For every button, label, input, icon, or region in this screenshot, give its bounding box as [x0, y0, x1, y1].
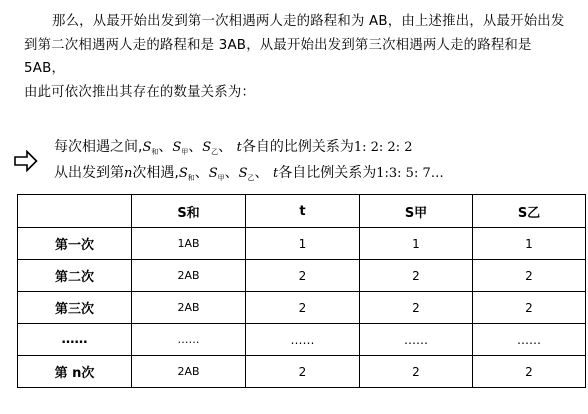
s-he-symbol: $S_和$ — [178, 166, 195, 182]
table-header-cell: t — [246, 195, 360, 228]
table-cell: 2 — [473, 356, 586, 388]
table-cell: 2AB — [132, 356, 246, 388]
summary-line-cumulative: 从出发到第n次相遇$,S_和$、$S_甲$、$S_乙$、 t各自比例关系为1:3: 5: 7… — [54, 165, 444, 182]
table-cell: …… — [360, 324, 473, 356]
table-row — [18, 292, 586, 324]
intro-line-1: 那么，从最开始出发到第一次相遇两人走的路程和为 AB，由上述推出，从最开始出发 — [52, 14, 565, 29]
right-arrow-icon — [14, 150, 38, 172]
ratio-summary — [54, 134, 444, 186]
row-label: 第 n次 — [18, 356, 132, 388]
row-label: …… — [18, 324, 132, 356]
table-cell: 2 — [246, 260, 360, 292]
t-symbol: t — [236, 140, 242, 155]
table-cell: 2 — [360, 356, 473, 388]
table-cell: …… — [132, 324, 246, 356]
s-yi-symbol: $S_乙$ — [202, 140, 219, 156]
table-header-cell: S乙 — [473, 195, 586, 228]
ratio-cumulative: 1:3: 5: 7… — [376, 166, 444, 181]
table-header-cell: S和 — [132, 195, 246, 228]
row-label: 第二次 — [18, 260, 132, 292]
table-cell: 2 — [360, 292, 473, 324]
table-row — [18, 260, 586, 292]
table-row — [18, 324, 586, 356]
ratio-each-meeting: 1: 2: 2: 2 — [353, 140, 413, 155]
intro-paragraph — [24, 10, 576, 104]
intro-line-2: 到第二次相遇两人走的路程和是 3AB，从最开始出发到第三次相遇两人走的路程和是 5AB， — [24, 37, 532, 76]
intro-line-3: 由此可依次推出其存在的数量关系为： — [24, 84, 256, 100]
row-label: 第一次 — [18, 228, 132, 260]
table-cell: 2 — [473, 292, 586, 324]
table-cell: 2 — [246, 356, 360, 388]
s-yi-symbol: $S_乙$ — [238, 166, 255, 182]
table-header-cell — [18, 195, 132, 228]
table-cell: 2 — [246, 292, 360, 324]
table-cell: 1 — [360, 228, 473, 260]
table-cell: 2 — [360, 260, 473, 292]
table-cell: 1 — [473, 228, 586, 260]
table-row — [18, 228, 586, 260]
table-cell: 2AB — [132, 260, 246, 292]
s-he-symbol: $S_和$ — [142, 140, 159, 156]
meeting-ratio-table — [17, 194, 586, 388]
summary-line-each-meeting: 每次相遇之间$,S_和$、$S_甲$、$S_乙$、 t各自的比例关系为1: 2: 2: 2 — [54, 139, 413, 156]
table-cell: …… — [246, 324, 360, 356]
table-cell: 2AB — [132, 292, 246, 324]
s-jia-symbol: $S_甲$ — [208, 166, 225, 182]
s-jia-symbol: $S_甲$ — [172, 140, 189, 156]
table-cell: 2 — [473, 260, 586, 292]
table-cell: …… — [473, 324, 586, 356]
table-cell: 1 — [246, 228, 360, 260]
table-header-row — [18, 195, 586, 228]
table-cell: 1AB — [132, 228, 246, 260]
table-header-cell: S甲 — [360, 195, 473, 228]
row-label: 第三次 — [18, 292, 132, 324]
t-symbol: t — [273, 166, 279, 181]
table-row — [18, 356, 586, 388]
